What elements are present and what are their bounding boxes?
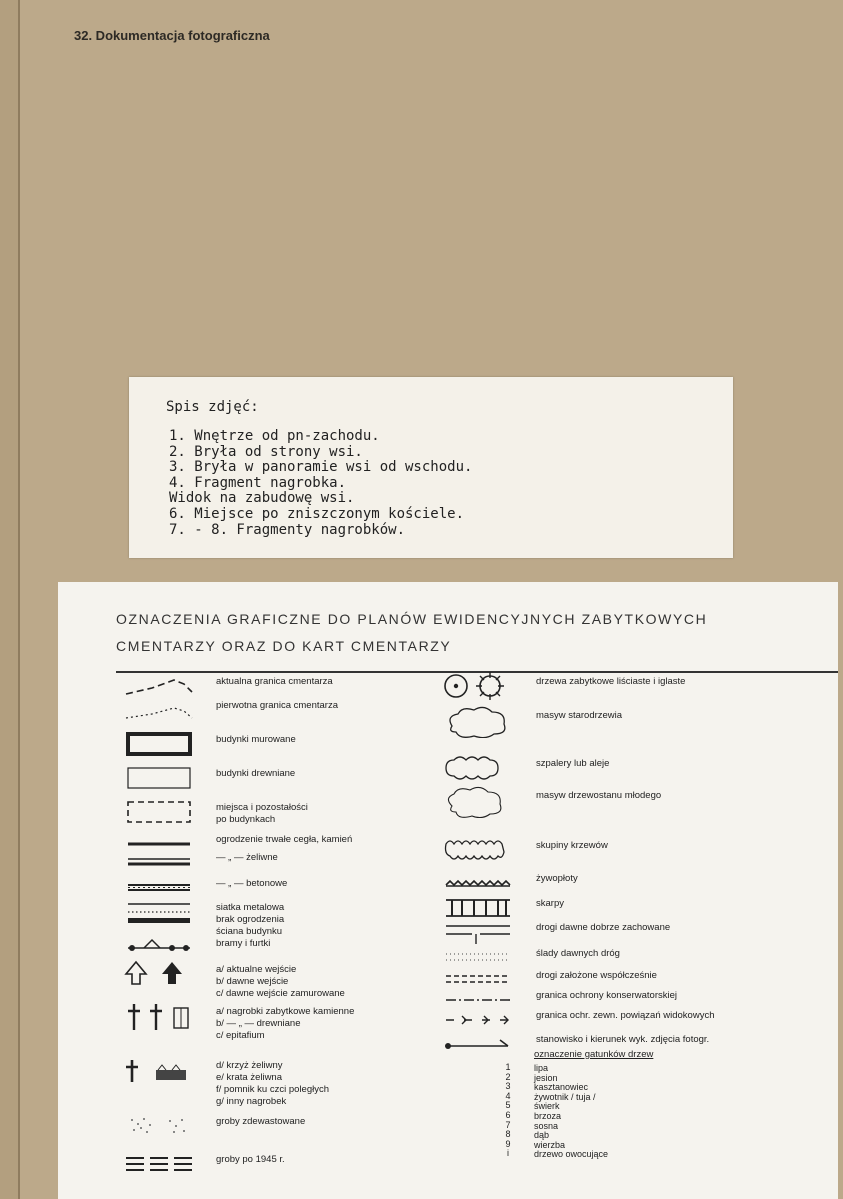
legend-label: d/ krzyż żeliwny e/ krata żeliwna f/ pomnik ku czci poległych g/ inny nagrobek bbox=[216, 1060, 329, 1107]
photo-list-item: 4. Fragment nagrobka. bbox=[169, 474, 347, 491]
left-binding-strip bbox=[0, 0, 20, 1199]
species-number: 7 bbox=[505, 1119, 511, 1130]
legend-label: drzewa zabytkowe liściaste i iglaste bbox=[536, 676, 686, 687]
species-number: 6 bbox=[505, 1110, 511, 1120]
species-number: 5 bbox=[505, 1100, 511, 1111]
legend-label: masyw drzewostanu młodego bbox=[536, 790, 662, 801]
species-number: 1 bbox=[505, 1062, 511, 1072]
grave-crosses-icon bbox=[122, 1000, 196, 1034]
legend-label: groby po 1945 r. bbox=[216, 1154, 285, 1165]
species-name: lipa bbox=[534, 1063, 549, 1073]
cloud-row-icon bbox=[442, 752, 516, 786]
after-1945-icon bbox=[122, 1148, 196, 1182]
photo-list-item: 1. Wnętrze od pn-zachodu. bbox=[169, 428, 380, 444]
legend-label: drogi dawne dobrze zachowane bbox=[536, 922, 671, 933]
species-name: brzoza bbox=[534, 1111, 562, 1121]
legend-label: granica ochr. zewn. powiązań widokowych bbox=[536, 1010, 715, 1021]
species-number: 2 bbox=[505, 1071, 511, 1082]
shrubs-icon bbox=[442, 834, 516, 868]
photo-list-title: Spis zdjęć: bbox=[166, 399, 259, 415]
legend-label: a/ nagrobki zabytkowe kamienne b/ — „ — drewniane c/ epitafium bbox=[216, 1006, 355, 1041]
legend-label: — „ — żeliwne bbox=[216, 852, 278, 863]
species-name: drzewo owocujące bbox=[534, 1149, 609, 1160]
photo-list-item: 6. Miejsce po zniszczonym kościele. bbox=[169, 505, 465, 522]
species-name: żywotnik / tuja / bbox=[534, 1091, 596, 1102]
photo-arrow-icon bbox=[442, 1028, 516, 1062]
devastated-icon bbox=[122, 1110, 196, 1144]
photo-list-item: Widok na zabudowę wsi. bbox=[169, 490, 355, 507]
legend-label: budynki drewniane bbox=[216, 768, 296, 779]
tree-circles-icon bbox=[442, 670, 516, 704]
fence-lines-icon bbox=[122, 896, 196, 930]
species-number: i bbox=[507, 1148, 509, 1159]
species-heading: oznaczenie gatunków drzew bbox=[534, 1049, 654, 1060]
legend-label: miejsca i pozostałości po budynkach bbox=[216, 802, 308, 825]
legend-title: OZNACZENIA GRAFICZNE DO PLANÓW EWIDENCYJNYCH ZABYTKOWYCH bbox=[116, 611, 708, 627]
entrance-arrows-icon bbox=[122, 958, 196, 992]
legend-label: skarpy bbox=[536, 898, 564, 909]
cloud-icon bbox=[442, 704, 516, 738]
species-name: świerk bbox=[534, 1101, 560, 1112]
legend-label: a/ aktualne wejście b/ dawne wejście c/ dawne wejście zamurowane bbox=[216, 964, 345, 999]
legend-label: masyw starodrzewia bbox=[536, 710, 623, 721]
photo-list-card bbox=[129, 377, 733, 558]
species-name: kasztanowiec bbox=[534, 1082, 589, 1093]
legend-subtitle: CMENTARZY ORAZ DO KART CMENTARZY bbox=[116, 638, 452, 654]
legend-label: skupiny krzewów bbox=[536, 840, 608, 851]
legend-label: żywopłoty bbox=[536, 873, 578, 884]
legend-card bbox=[58, 582, 838, 1199]
species-name: jesion bbox=[534, 1072, 558, 1083]
legend-label: budynki murowane bbox=[216, 734, 296, 745]
photo-list-items bbox=[169, 429, 472, 538]
species-number: 3 bbox=[505, 1081, 511, 1092]
legend-label: szpalery lub aleje bbox=[536, 758, 610, 769]
dot-angle-icon bbox=[122, 694, 196, 728]
legend-label: ślady dawnych dróg bbox=[536, 948, 620, 959]
photo-list-item: 7. - 8. Fragmenty nagrobków. bbox=[169, 521, 406, 538]
legend-label: siatka metalowa brak ogrodzenia ściana budynku bbox=[216, 902, 285, 937]
species-number: 4 bbox=[505, 1090, 511, 1101]
species-name: wierzba bbox=[534, 1139, 566, 1150]
left-binding-line bbox=[18, 0, 20, 1199]
species-number: 8 bbox=[505, 1129, 511, 1140]
legend-label: — „ — betonowe bbox=[216, 878, 288, 889]
legend-label: granica ochrony konserwatorskiej bbox=[536, 990, 677, 1001]
species-name: sosna bbox=[534, 1120, 559, 1131]
legend-label: ogrodzenie trwałe cegła, kamień bbox=[216, 834, 353, 845]
brick-rect-icon bbox=[122, 728, 196, 762]
legend-label: bramy i furtki bbox=[216, 938, 271, 949]
photo-list-item: 2. Bryła od strony wsi. bbox=[169, 443, 363, 460]
legend-label: pierwotna granica cmentarza bbox=[216, 700, 338, 711]
legend-label: groby zdewastowane bbox=[216, 1116, 306, 1127]
dashed-rect-icon bbox=[122, 796, 196, 830]
legend-label: stanowisko i kierunek wyk. zdjęcia fotogr. bbox=[536, 1034, 710, 1045]
photo-list-item: 3. Bryła w panoramie wsi od wschodu. bbox=[169, 459, 473, 476]
legend-label: aktualna granica cmentarza bbox=[216, 676, 333, 687]
species-name: dąb bbox=[534, 1130, 550, 1141]
plain-rect-icon bbox=[122, 762, 196, 796]
page-header: 32. Dokumentacja fotograficzna bbox=[74, 28, 270, 43]
cast-crosses-icon bbox=[122, 1054, 196, 1088]
cloud-small-icon bbox=[442, 784, 516, 818]
legend-label: drogi założone współcześnie bbox=[536, 970, 657, 981]
species-number: 9 bbox=[505, 1138, 511, 1149]
